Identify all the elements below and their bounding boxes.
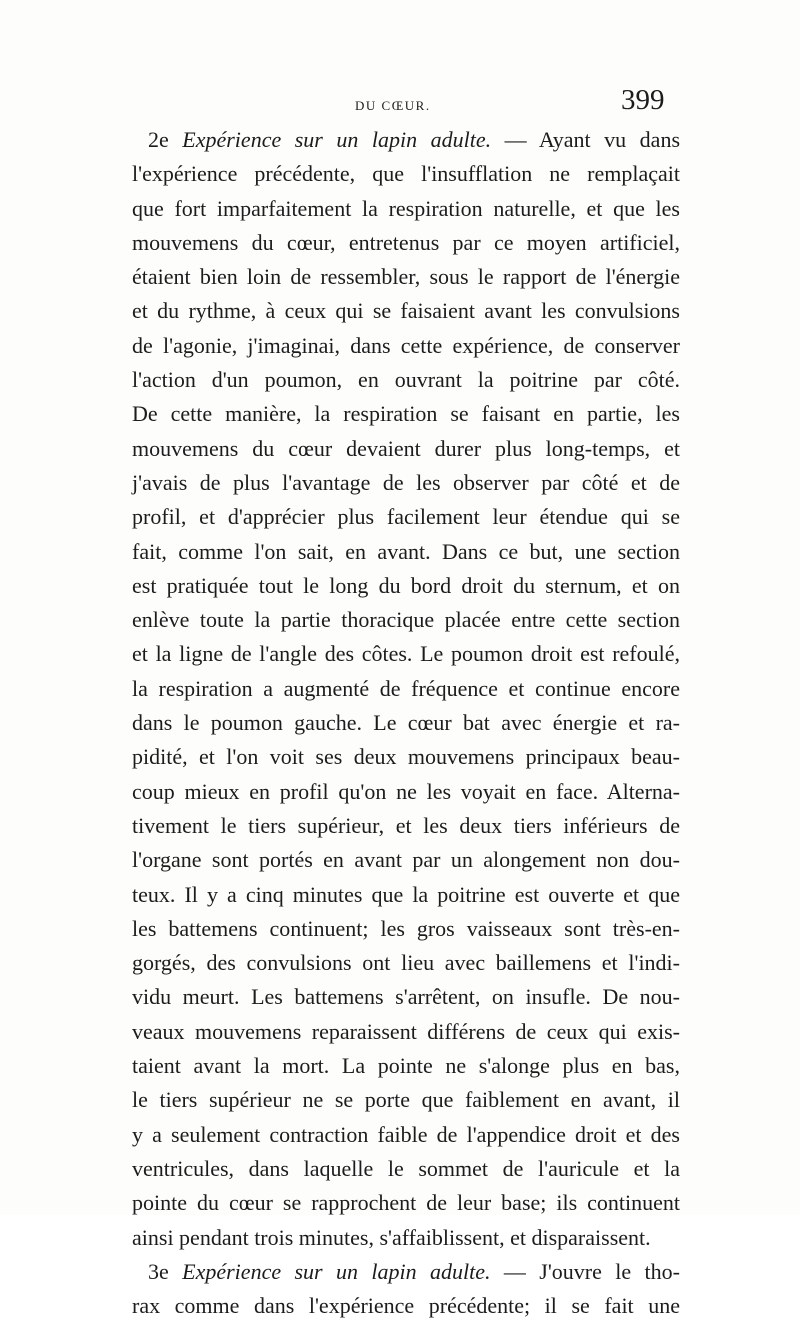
text-line-3: que fort imparfaitement la respiration naturelle, et que les (132, 195, 680, 221)
text-line-16: et la ligne de l'angle des côtes. Le poumon droit est refoulé, (132, 641, 680, 667)
text-line-13: fait, comme l'on sait, en avant. Dans ce but, une section (132, 538, 680, 564)
text-line-34 (132, 1255, 680, 1289)
experiment-title: Expérience sur un lapin adulte. (182, 1258, 491, 1284)
text-line-14: est pratiquée tout le long du bord droit du sternum, et on (132, 572, 680, 598)
text-line-8: l'action d'un poumon, en ouvrant la poitrine par côté. (132, 367, 680, 393)
text-line-25: gorgés, des convulsions ont lieu avec baillemens et l'indi- (132, 950, 680, 976)
text-line-22: l'organe sont portés en avant par un alongement non dou- (132, 847, 680, 873)
experiment-title: Expérience sur un lapin adulte. (182, 127, 492, 152)
text-line-30: y a seulement contraction faible de l'appendice droit et des (132, 1121, 680, 1147)
body-text (132, 123, 680, 1323)
experiment-intro: — Ayant vu dans (491, 127, 681, 152)
experiment-number: 3e (148, 1258, 169, 1284)
text-line-9: De cette manière, la respiration se faisant en partie, les (132, 401, 680, 427)
text-line-21: tivement le tiers supérieur, et les deux tiers inférieurs de (132, 812, 680, 838)
text-line-19: pidité, et l'on voit ses deux mouvemens principaux beau- (132, 744, 680, 770)
text-line-12: profil, et d'apprécier plus facilement leur étendue qui se (132, 504, 680, 530)
running-title: DU CŒUR. (355, 98, 431, 113)
text-line-15: enlève toute la partie thoracique placée entre cette section (132, 607, 680, 633)
text-line-6: et du rythme, à ceux qui se faisaient avant les convulsions (132, 298, 680, 324)
text-line-10: mouvemens du cœur devaient durer plus long-temps, et (132, 435, 680, 461)
text-line-1 (132, 123, 680, 157)
text-line-7: de l'agonie, j'imaginai, dans cette expérience, de conserver (132, 332, 680, 358)
text-line-29: le tiers supérieur ne se porte que faiblement en avant, il (132, 1087, 680, 1113)
text-line-24: les battemens continuent; les gros vaisseaux sont très-en- (132, 915, 680, 941)
text-line-35: rax comme dans l'expérience précédente; il se fait une (132, 1293, 680, 1319)
text-line-18: dans le poumon gauche. Le cœur bat avec énergie et ra- (132, 710, 680, 736)
text-line-2: l'expérience précédente, que l'insufflation ne remplaçait (132, 161, 680, 187)
text-line-17: la respiration a augmenté de fréquence et continue encore (132, 675, 680, 701)
experiment-intro: — J'ouvre le tho- (490, 1258, 680, 1284)
text-line-20: coup mieux en profil qu'on ne les voyait en face. Alterna- (132, 778, 680, 804)
text-line-31: ventricules, dans laquelle le sommet de l'auricule et la (132, 1155, 680, 1181)
text-line-5: étaient bien loin de ressembler, sous le rapport de l'énergie (132, 264, 680, 290)
text-line-27: veaux mouvemens reparaissent différens de ceux qui exis- (132, 1018, 680, 1044)
text-line-32: pointe du cœur se rapprochent de leur base; ils continuent (132, 1190, 680, 1216)
text-line-23: teux. Il y a cinq minutes que la poitrine est ouverte et que (132, 881, 680, 907)
text-line-11: j'avais de plus l'avantage de les observer par côté et de (132, 469, 680, 495)
text-line-26: vidu meurt. Les battemens s'arrêtent, on insufle. De nou- (132, 984, 680, 1010)
text-line-28: taient avant la mort. La pointe ne s'alonge plus en bas, (132, 1053, 680, 1079)
page-number: 399 (621, 84, 665, 116)
text-line-4: mouvemens du cœur, entretenus par ce moyen artificiel, (132, 229, 680, 255)
text-line-33: ainsi pendant trois minutes, s'affaiblissent, et disparaissent. (132, 1224, 651, 1250)
experiment-number: 2e (148, 127, 169, 152)
